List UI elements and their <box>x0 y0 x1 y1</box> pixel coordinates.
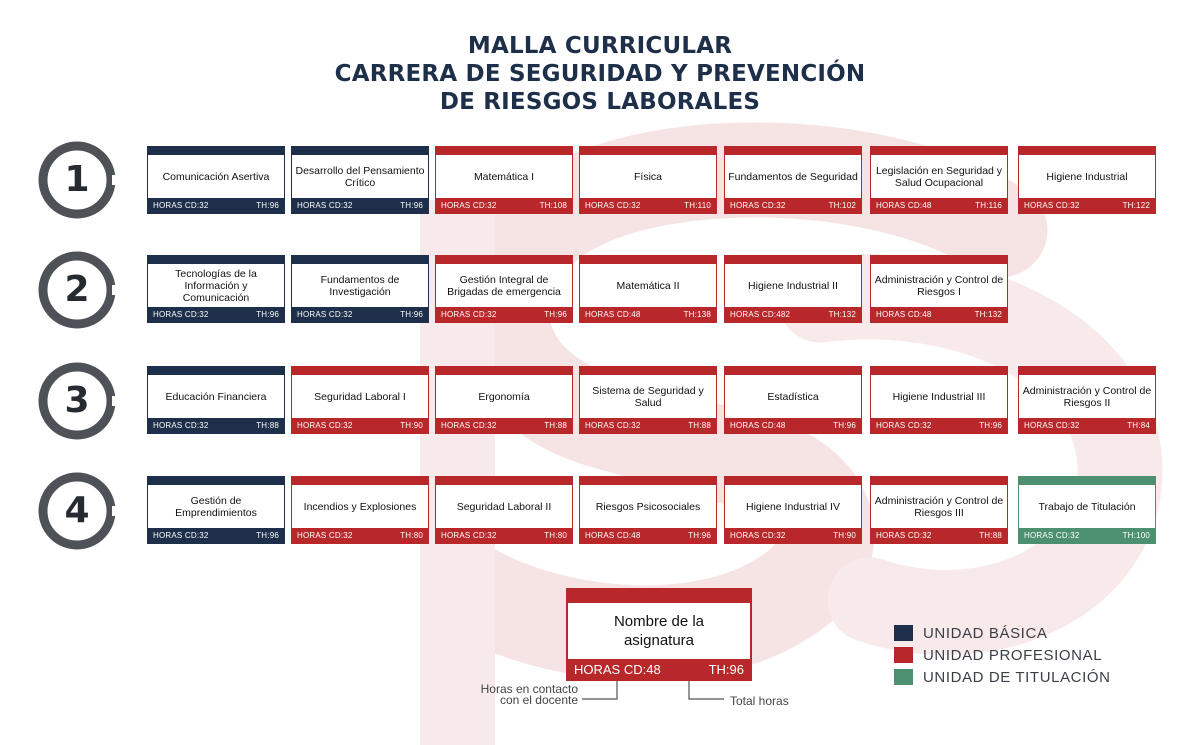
total-hours: TH:90 <box>400 421 423 430</box>
legend-item-basica <box>894 622 1111 644</box>
course-card <box>724 255 862 323</box>
course-color-bar <box>436 256 572 264</box>
course-name: Fundamentos de Investigación <box>320 273 400 298</box>
course-card <box>147 255 285 323</box>
total-hours: TH:108 <box>539 201 567 210</box>
sample-course-card <box>566 588 752 681</box>
contact-hours: HORAS CD:48 <box>876 310 932 319</box>
total-hours: TH:88 <box>544 421 567 430</box>
course-hours <box>580 528 716 543</box>
course-card <box>291 146 429 214</box>
semester-number: 3 <box>64 380 90 421</box>
course-hours <box>148 307 284 322</box>
contact-hours: HORAS CD:32 <box>153 531 209 540</box>
contact-hours-note: Horas en contacto con el docente <box>480 682 578 707</box>
sample-color-bar <box>568 590 750 603</box>
course-color-bar <box>725 147 861 155</box>
course-card <box>579 366 717 434</box>
total-hours: TH:80 <box>544 531 567 540</box>
total-hours: TH:116 <box>975 201 1002 210</box>
course-hours <box>292 528 428 543</box>
course-card <box>1018 146 1156 214</box>
legend-swatch <box>894 669 913 685</box>
semester-badge <box>36 360 118 442</box>
course-hours <box>148 198 284 213</box>
course-card <box>1018 366 1156 434</box>
total-hours: TH:96 <box>544 310 567 319</box>
course-card <box>291 476 429 544</box>
course-hours <box>148 418 284 433</box>
course-name: Estadística <box>767 390 819 403</box>
course-color-bar <box>292 147 428 155</box>
course-name: Física <box>633 170 662 183</box>
course-name: Trabajo de Titulación <box>1038 500 1136 513</box>
course-card <box>1018 476 1156 544</box>
contact-hours: HORAS CD:32 <box>730 201 786 210</box>
semester-number: 4 <box>64 490 90 531</box>
semester-number: 2 <box>64 269 90 310</box>
course-hours <box>292 198 428 213</box>
contact-hours: HORAS CD:32 <box>1024 531 1080 540</box>
course-color-bar <box>292 477 428 485</box>
total-hours: TH:96 <box>688 531 711 540</box>
course-name: Desarrollo del Pensamiento Crítico <box>295 164 425 189</box>
course-hours <box>436 307 572 322</box>
course-name: Comunicación Asertiva <box>162 170 270 183</box>
course-color-bar <box>871 256 1007 264</box>
course-card <box>291 255 429 323</box>
course-name: Higiene Industrial III <box>892 390 986 403</box>
contact-hours: HORAS CD:32 <box>297 310 353 319</box>
course-hours <box>1019 198 1155 213</box>
course-hours <box>292 307 428 322</box>
course-name: Higiene Industrial <box>1046 170 1128 183</box>
course-hours <box>580 418 716 433</box>
course-hours <box>725 528 861 543</box>
course-card <box>579 255 717 323</box>
contact-hours: HORAS CD:32 <box>1024 201 1080 210</box>
course-hours <box>725 198 861 213</box>
course-hours <box>292 418 428 433</box>
course-color-bar <box>580 477 716 485</box>
semester-number: 1 <box>64 159 90 200</box>
course-hours <box>1019 528 1155 543</box>
total-hours: TH:110 <box>684 201 711 210</box>
course-color-bar <box>148 256 284 264</box>
total-hours: TH:88 <box>256 421 279 430</box>
sample-contact-hours: HORAS CD:48 <box>574 661 661 677</box>
course-hours <box>871 307 1007 322</box>
page-title <box>0 32 1200 116</box>
course-name: Matemática I <box>473 170 535 183</box>
course-name: Higiene Industrial IV <box>746 500 840 513</box>
total-hours: TH:132 <box>974 310 1002 319</box>
contact-hours: HORAS CD:32 <box>730 531 786 540</box>
course-card <box>870 255 1008 323</box>
course-color-bar <box>725 477 861 485</box>
course-hours <box>1019 418 1155 433</box>
legend <box>894 622 1111 688</box>
course-color-bar <box>1019 147 1155 155</box>
title-line-1: MALLA CURRICULAR <box>467 33 733 59</box>
course-name: Educación Financiera <box>165 390 267 403</box>
total-hours-note: Total horas <box>730 694 789 708</box>
total-hours: TH:90 <box>833 531 856 540</box>
course-hours <box>725 418 861 433</box>
contact-hours: HORAS CD:32 <box>153 201 209 210</box>
total-hours: TH:88 <box>688 421 711 430</box>
course-name: Tecnologías de la Información y Comunicación <box>175 267 257 304</box>
contact-hours: HORAS CD:48 <box>876 201 932 210</box>
course-hours <box>436 198 572 213</box>
legend-label: UNIDAD DE TITULACIÓN <box>923 668 1111 686</box>
total-hours: TH:96 <box>256 201 279 210</box>
course-hours <box>871 528 1007 543</box>
total-hours: TH:122 <box>1122 201 1150 210</box>
course-color-bar <box>580 147 716 155</box>
legend-label: UNIDAD BÁSICA <box>923 624 1048 642</box>
course-name: Administración y Control de Riesgos III <box>874 494 1004 519</box>
course-card <box>435 366 573 434</box>
course-card <box>579 146 717 214</box>
course-name: Gestión Integral de Brigadas de emergencia <box>447 273 561 298</box>
legend-swatch <box>894 625 913 641</box>
contact-hours: HORAS CD:48 <box>585 531 641 540</box>
course-color-bar <box>148 367 284 375</box>
course-name: Incendios y Explosiones <box>303 500 417 513</box>
total-hours: TH:100 <box>1122 531 1150 540</box>
course-color-bar <box>1019 477 1155 485</box>
course-hours <box>436 528 572 543</box>
contact-hours: HORAS CD:32 <box>153 310 209 319</box>
contact-hours: HORAS CD:32 <box>585 421 641 430</box>
course-color-bar <box>292 256 428 264</box>
semester-badge <box>36 249 118 331</box>
contact-hours: HORAS CD:32 <box>297 421 353 430</box>
total-hours: TH:132 <box>828 310 856 319</box>
contact-hours: HORAS CD:32 <box>153 421 209 430</box>
course-color-bar <box>436 477 572 485</box>
title-line-3: DE RIESGOS LABORALES <box>439 89 761 115</box>
course-name: Fundamentos de Seguridad <box>728 170 858 183</box>
course-color-bar <box>871 477 1007 485</box>
course-name: Administración y Control de Riesgos II <box>1022 384 1152 409</box>
legend-label: UNIDAD PROFESIONAL <box>923 646 1103 664</box>
course-card <box>870 366 1008 434</box>
total-hours: TH:88 <box>979 531 1002 540</box>
total-hours: TH:96 <box>979 421 1002 430</box>
course-color-bar <box>725 367 861 375</box>
contact-hours: HORAS CD:32 <box>297 531 353 540</box>
course-card <box>579 476 717 544</box>
course-color-bar <box>148 147 284 155</box>
course-color-bar <box>580 367 716 375</box>
course-color-bar <box>436 367 572 375</box>
contact-hours: HORAS CD:32 <box>876 421 932 430</box>
course-card <box>870 476 1008 544</box>
course-color-bar <box>292 367 428 375</box>
total-hours: TH:138 <box>683 310 711 319</box>
contact-hours: HORAS CD:32 <box>441 421 497 430</box>
course-name: Administración y Control de Riesgos I <box>874 273 1004 298</box>
total-hours: TH:96 <box>400 310 423 319</box>
sample-footer <box>568 659 750 679</box>
contact-hours: HORAS CD:48 <box>730 421 786 430</box>
contact-hours: HORAS CD:32 <box>1024 421 1080 430</box>
course-color-bar <box>580 256 716 264</box>
semester-badge <box>36 470 118 552</box>
course-color-bar <box>148 477 284 485</box>
legend-item-profesional <box>894 644 1111 666</box>
course-card <box>724 476 862 544</box>
course-card <box>870 146 1008 214</box>
contact-hours: HORAS CD:48 <box>585 310 641 319</box>
course-card <box>435 255 573 323</box>
legend-swatch <box>894 647 913 663</box>
course-card <box>435 476 573 544</box>
course-card <box>724 366 862 434</box>
course-hours <box>580 307 716 322</box>
course-color-bar <box>871 147 1007 155</box>
course-color-bar <box>871 367 1007 375</box>
course-name: Seguridad Laboral I <box>314 390 406 403</box>
course-hours <box>436 418 572 433</box>
course-hours <box>148 528 284 543</box>
course-name: Seguridad Laboral II <box>456 500 552 513</box>
course-color-bar <box>436 147 572 155</box>
contact-hours: HORAS CD:32 <box>441 531 497 540</box>
semester-badge <box>36 139 118 221</box>
contact-hours: HORAS CD:32 <box>297 201 353 210</box>
course-color-bar <box>1019 367 1155 375</box>
total-hours: TH:102 <box>828 201 856 210</box>
course-hours <box>871 418 1007 433</box>
course-name: Gestión de Emprendimientos <box>175 494 257 519</box>
contact-hours: HORAS CD:482 <box>730 310 791 319</box>
course-hours <box>871 198 1007 213</box>
course-card <box>435 146 573 214</box>
course-name: Riesgos Psicosociales <box>595 500 701 513</box>
contact-hours: HORAS CD:32 <box>585 201 641 210</box>
course-card <box>147 476 285 544</box>
course-card <box>724 146 862 214</box>
sample-total-hours: TH:96 <box>708 661 744 677</box>
course-name: Legislación en Seguridad y Salud Ocupacional <box>875 164 1003 189</box>
course-card <box>147 146 285 214</box>
course-card <box>147 366 285 434</box>
contact-hours: HORAS CD:32 <box>441 201 497 210</box>
course-hours <box>725 307 861 322</box>
total-hours: TH:96 <box>256 310 279 319</box>
course-name: Sistema de Seguridad y Salud <box>592 384 704 409</box>
legend-item-titulacion <box>894 666 1111 688</box>
total-hours: TH:80 <box>400 531 423 540</box>
total-hours: TH:84 <box>1127 421 1150 430</box>
sample-course-name: Nombre de la asignatura <box>613 613 705 649</box>
total-hours: TH:96 <box>833 421 856 430</box>
course-name: Higiene Industrial II <box>748 279 838 292</box>
course-name: Matemática II <box>616 279 680 292</box>
course-card <box>291 366 429 434</box>
course-hours <box>580 198 716 213</box>
total-hours: TH:96 <box>400 201 423 210</box>
contact-hours: HORAS CD:32 <box>441 310 497 319</box>
total-hours: TH:96 <box>256 531 279 540</box>
title-line-2: CARRERA DE SEGURIDAD Y PREVENCIÓN <box>334 61 866 87</box>
course-name: Ergonomía <box>478 390 530 403</box>
course-color-bar <box>725 256 861 264</box>
contact-hours: HORAS CD:32 <box>876 531 932 540</box>
